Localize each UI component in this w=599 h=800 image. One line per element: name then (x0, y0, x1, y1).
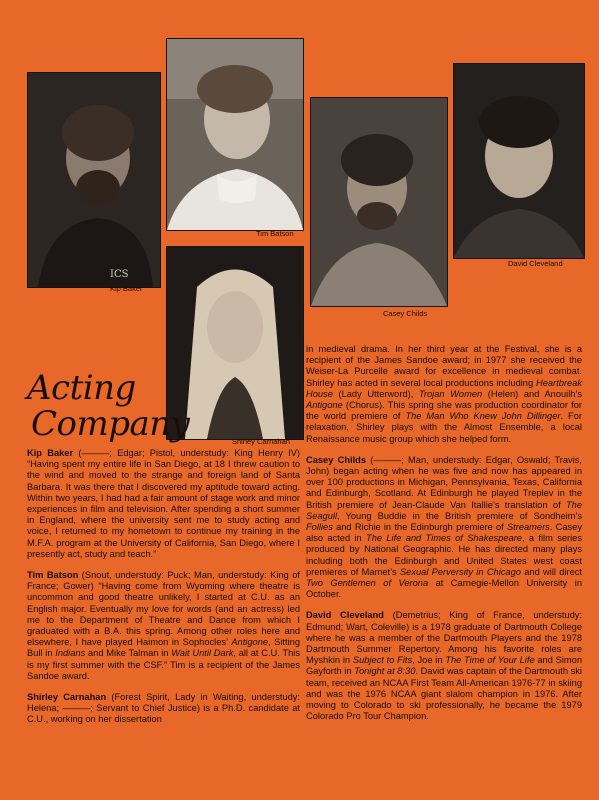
photo-casey-childs (310, 97, 448, 307)
heading-line-2: Company (31, 404, 190, 444)
bio-tim-batson: Tim Batson (Snout, understudy: Puck; Man, understudy: King of France; Gower) “Having come from Wyoming where theatre is uncommon and good theatre unlikely, I started at C.U. as an English major. Eventually my love for words (and an actress) led me to the Department of Theatre and Dance from which I graduated with a B.A. this spring. Among other roles here and elsewhere, I have played Haimon in Sophocles’ Antigone, Sitting Bull in Indians and Mike Talman in Wait Until Dark, all at C.U. This is my first summer with the CSF.” Tim is a recipient of the James Sandoe award. (27, 570, 301, 681)
bio-kip-baker: Kip Baker (———; Edgar; Pistol, understudy: King Henry IV) “Having spent my entire life in San Diego, at 18 I threw caution to the wind and moved to the strange and foreign land of Santa Barbara. It was there that I discovered my aptitude toward acting. Within two years, I had had a fair amount of stage work and minor experiences in film and television. After spending a short summer in England, where the university sent me to study acting and voice, I returned to my hometown to continue my training in the M.F.A. program at the University of California, San Diego, where I presently act, study and teach.” (27, 448, 300, 559)
section-heading (27, 370, 189, 442)
column-right (306, 344, 582, 733)
bio-shirley-carnahan-start: Shirley Carnahan (Forest Spirit, Lady in Waiting, understudy: Helena; ———; Servant to Chief Justice) is a Ph.D. candidate at C.U., working on her dissertation (27, 692, 301, 725)
photo-tim-batson (166, 38, 304, 231)
bio-david-cleveland: David Cleveland (Demetrius; King of France, understudy: Edmund; Wart, Coleville) is a 1978 graduate of Dartmouth College where he was a member of the Dartmouth Players and the 1978 Dartmouth Summer Repertory. Among his favorite roles are Myshkin in Subject to Fits, Joe in The Time of Your Life and Simon Gayforth in Tonight at 8:30. David was captain of the Dartmouth ski team, received an NCAA First Team All-American 1976-77 in skiing and was the 1976 NCAA giant slalom champion in 1976. After moving to Colorado to ski professionally, he became the 1979 Colorado Pro Tour Champion. (306, 610, 583, 722)
heading-line-1: Acting (27, 368, 136, 408)
photo-david-cleveland (453, 63, 585, 259)
bio-casey-childs: Casey Childs (———; Man, understudy: Edgar, Oswald; Travis, John) began acting when he was five and now has appeared in over 100 productions in Michigan, Pennsylvania, Texas, California and Edinburgh, Scotland. At Edinburgh he played Treplev in the British premiere of Jean-Claude Van Itallie’s translation of The Seagull, Young Buddie in the British premiere of Sondheim’s Follies and Richie in the Edinburgh premiere of Streamers. Casey also acted in The Life and Times of Shakespeare, a film series produced by National Geographic. He has directed many plays including both the Edinburgh and United States west coast premieres of Mamet’s Sexual Perversity in Chicago and will direct Two Gentlemen of Verona at Carnegie-Mellon University in October. (306, 454, 583, 600)
bio-name: Shirley Carnahan (27, 692, 107, 703)
bio-name: Tim Batson (27, 570, 79, 581)
caption-kip-baker: Kip Baker (110, 284, 143, 293)
bio-shirley-carnahan-cont: in medieval drama. In her third year at the Festival, she is a recipient of the James Sandoe award; in 1977 she received the Weiser-La Purcelle award for excellence in medieval combat. Shirley has acted in several local productions including Heartbreak House (Lady Utterword), Trojan Women (Helen) and Anouilh’s Antigone (Chorus). This spring she was production coordinator for the world premiere of The Man Who Knew John Dillinger. For relaxation, Shirley plays with the Almost Ensemble, a local Renaissance music group which she helped form. (306, 344, 583, 444)
caption-shirley-carnahan: Shirley Carnahan (232, 437, 290, 446)
svg-text:ICS: ICS (110, 269, 129, 280)
bio-name: David Cleveland (306, 610, 384, 621)
bio-name: Casey Childs (306, 454, 367, 465)
column-left (27, 448, 300, 736)
photo-kip-baker (27, 72, 161, 288)
caption-casey-childs: Casey Childs (383, 309, 428, 318)
bio-name: Kip Baker (27, 448, 74, 458)
caption-tim-batson: Tim Batson (256, 229, 294, 238)
caption-david-cleveland: David Cleveland (508, 259, 563, 268)
